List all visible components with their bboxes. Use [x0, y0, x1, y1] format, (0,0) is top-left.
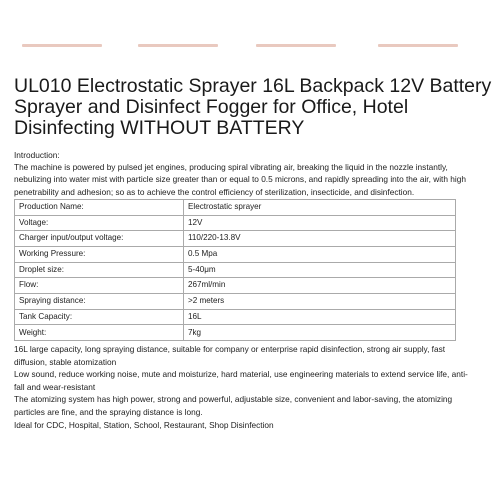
spec-key: Weight:	[15, 325, 184, 341]
product-title-line: Sprayer and Disinfect Fogger for Office, Hotel	[14, 96, 409, 118]
spec-key: Working Pressure:	[15, 246, 184, 262]
thumbnail-edge	[256, 44, 336, 47]
spec-table	[14, 199, 456, 341]
spec-value: 0.5 Mpa	[184, 246, 456, 262]
spec-key: Voltage:	[15, 215, 184, 231]
spec-value: Electrostatic sprayer	[184, 199, 456, 215]
feature-line: Ideal for CDC, Hospital, Station, School, Restaurant, Shop Disinfection	[14, 419, 274, 430]
spec-row	[15, 246, 456, 262]
spec-key: Charger input/output voltage:	[15, 231, 184, 247]
spec-value: 267ml/min	[184, 278, 456, 294]
feature-line: particles are fine, and the spraying distance is long.	[14, 406, 203, 417]
spec-row	[15, 309, 456, 325]
spec-value: 5-40μm	[184, 262, 456, 278]
spec-row	[15, 199, 456, 215]
product-title-line: UL010 Electrostatic Sprayer 16L Backpack 12V Battery	[14, 75, 492, 97]
spec-value: 7kg	[184, 325, 456, 341]
spec-key: Production Name:	[15, 199, 184, 215]
spec-value: 16L	[184, 309, 456, 325]
spec-row	[15, 325, 456, 341]
spec-value: 110/220-13.8V	[184, 231, 456, 247]
feature-line: diffusion, stable atomization	[14, 356, 117, 367]
thumbnail-edge	[138, 44, 218, 47]
spec-value: >2 meters	[184, 293, 456, 309]
product-title	[14, 76, 494, 139]
spec-key: Droplet size:	[15, 262, 184, 278]
spec-row	[15, 262, 456, 278]
spec-key: Flow:	[15, 278, 184, 294]
feature-line: fall and wear-resistant	[14, 381, 96, 392]
product-description	[14, 149, 500, 431]
spec-key: Spraying distance:	[15, 293, 184, 309]
introduction-line: The machine is powered by pulsed jet engines, producing spiral vibrating air, breaking the liquid in the nozzle instantly,	[14, 162, 448, 173]
introduction-heading: Introduction:	[14, 150, 60, 160]
spec-row	[15, 231, 456, 247]
spec-key: Tank Capacity:	[15, 309, 184, 325]
feature-line: The atomizing system has high power, strong and powerful, adjustable size, convenient and labor-saving, the atomizing	[14, 394, 453, 405]
spec-row	[15, 278, 456, 294]
feature-line: Low sound, reduce working noise, mute and moisturize, hard material, use engineering materials to extend service life, anti-	[14, 369, 468, 380]
introduction-line: nebulizing into water mist with particle size greater than or equal to 0.5 microns, and rapidly spreading into the air, with high	[14, 174, 466, 185]
thumbnail-edge	[22, 44, 102, 47]
spec-row	[15, 215, 456, 231]
thumbnail-edge	[378, 44, 458, 47]
product-title-line: Disinfecting WITHOUT BATTERY	[14, 117, 305, 139]
spec-row	[15, 293, 456, 309]
feature-line: 16L large capacity, long spraying distance, suitable for company or enterprise rapid disinfection, strong air supply, fast	[14, 344, 446, 354]
introduction-line: penetrability and adhesion; so as to achieve the control efficiency of sterilization, insecticide, and disinfection.	[14, 186, 415, 197]
thumbnail-strip	[0, 40, 500, 52]
spec-value: 12V	[184, 215, 456, 231]
